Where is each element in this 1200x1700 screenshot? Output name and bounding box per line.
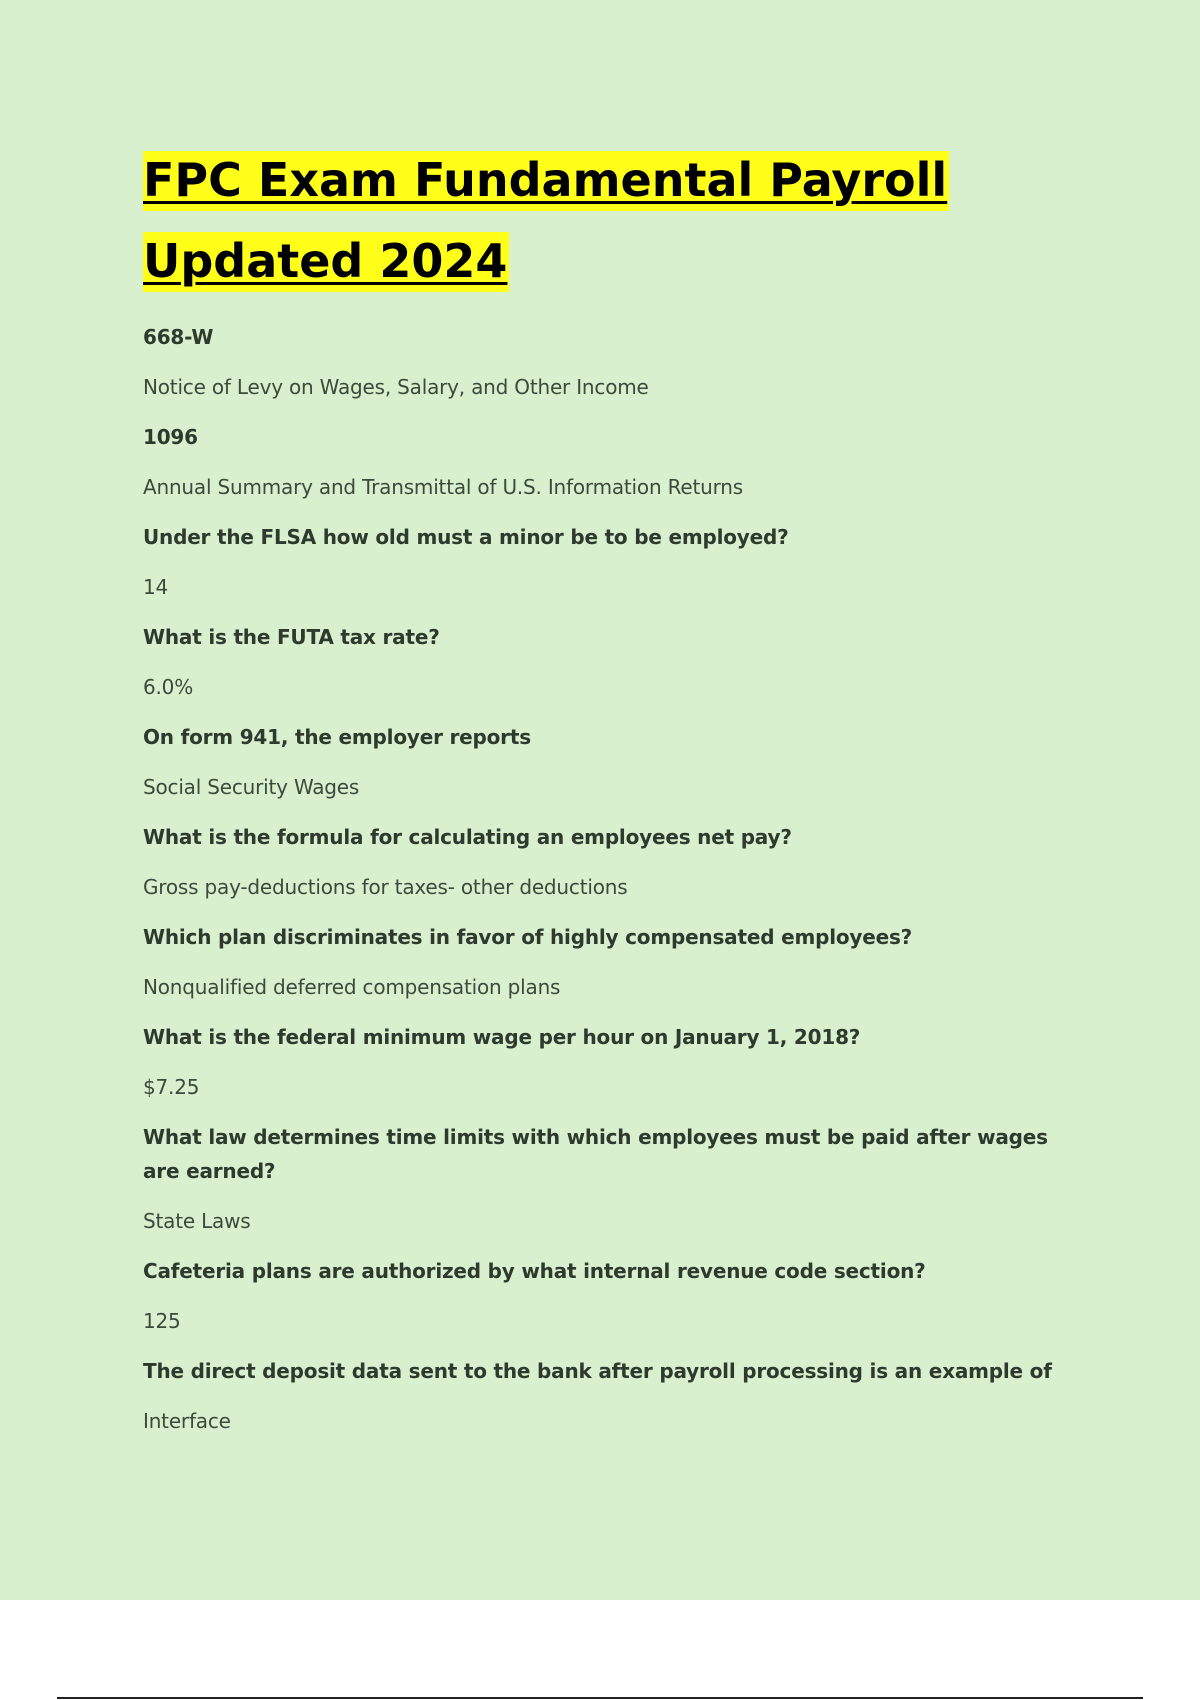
question: What is the FUTA tax rate? bbox=[143, 625, 440, 649]
bottom-rule bbox=[57, 1697, 1143, 1699]
document-title bbox=[143, 140, 1083, 302]
answer: 14 bbox=[143, 575, 169, 599]
qa-list bbox=[143, 320, 1083, 1438]
answer: Social Security Wages bbox=[143, 775, 360, 799]
question: 1096 bbox=[143, 425, 198, 449]
question: What is the formula for calculating an employees net pay? bbox=[143, 825, 792, 849]
answer: Nonqualified deferred compensation plans bbox=[143, 975, 561, 999]
answer: $7.25 bbox=[143, 1075, 200, 1099]
answer: Notice of Levy on Wages, Salary, and Other Income bbox=[143, 375, 649, 399]
answer: Gross pay-deductions for taxes- other deductions bbox=[143, 875, 628, 899]
answer: 6.0% bbox=[143, 675, 194, 699]
question: The direct deposit data sent to the bank after payroll processing is an example of bbox=[143, 1359, 1052, 1383]
answer: Interface bbox=[143, 1409, 231, 1433]
question: Under the FLSA how old must a minor be to be employed? bbox=[143, 525, 789, 549]
answer: 125 bbox=[143, 1309, 181, 1333]
question: Cafeteria plans are authorized by what internal revenue code section? bbox=[143, 1259, 926, 1283]
question: Which plan discriminates in favor of highly compensated employees? bbox=[143, 925, 913, 949]
question: What is the federal minimum wage per hour on January 1, 2018? bbox=[143, 1025, 861, 1049]
question: On form 941, the employer reports bbox=[143, 725, 531, 749]
title-line-1: FPC Exam Fundamental Payroll bbox=[143, 151, 949, 211]
question: 668-W bbox=[143, 325, 214, 349]
title-line-2: Updated 2024 bbox=[143, 232, 509, 292]
answer: Annual Summary and Transmittal of U.S. Information Returns bbox=[143, 475, 743, 499]
document-content bbox=[143, 140, 1083, 1454]
question: What law determines time limits with which employees must be paid after wages are earned? bbox=[143, 1125, 1048, 1183]
answer: State Laws bbox=[143, 1209, 251, 1233]
